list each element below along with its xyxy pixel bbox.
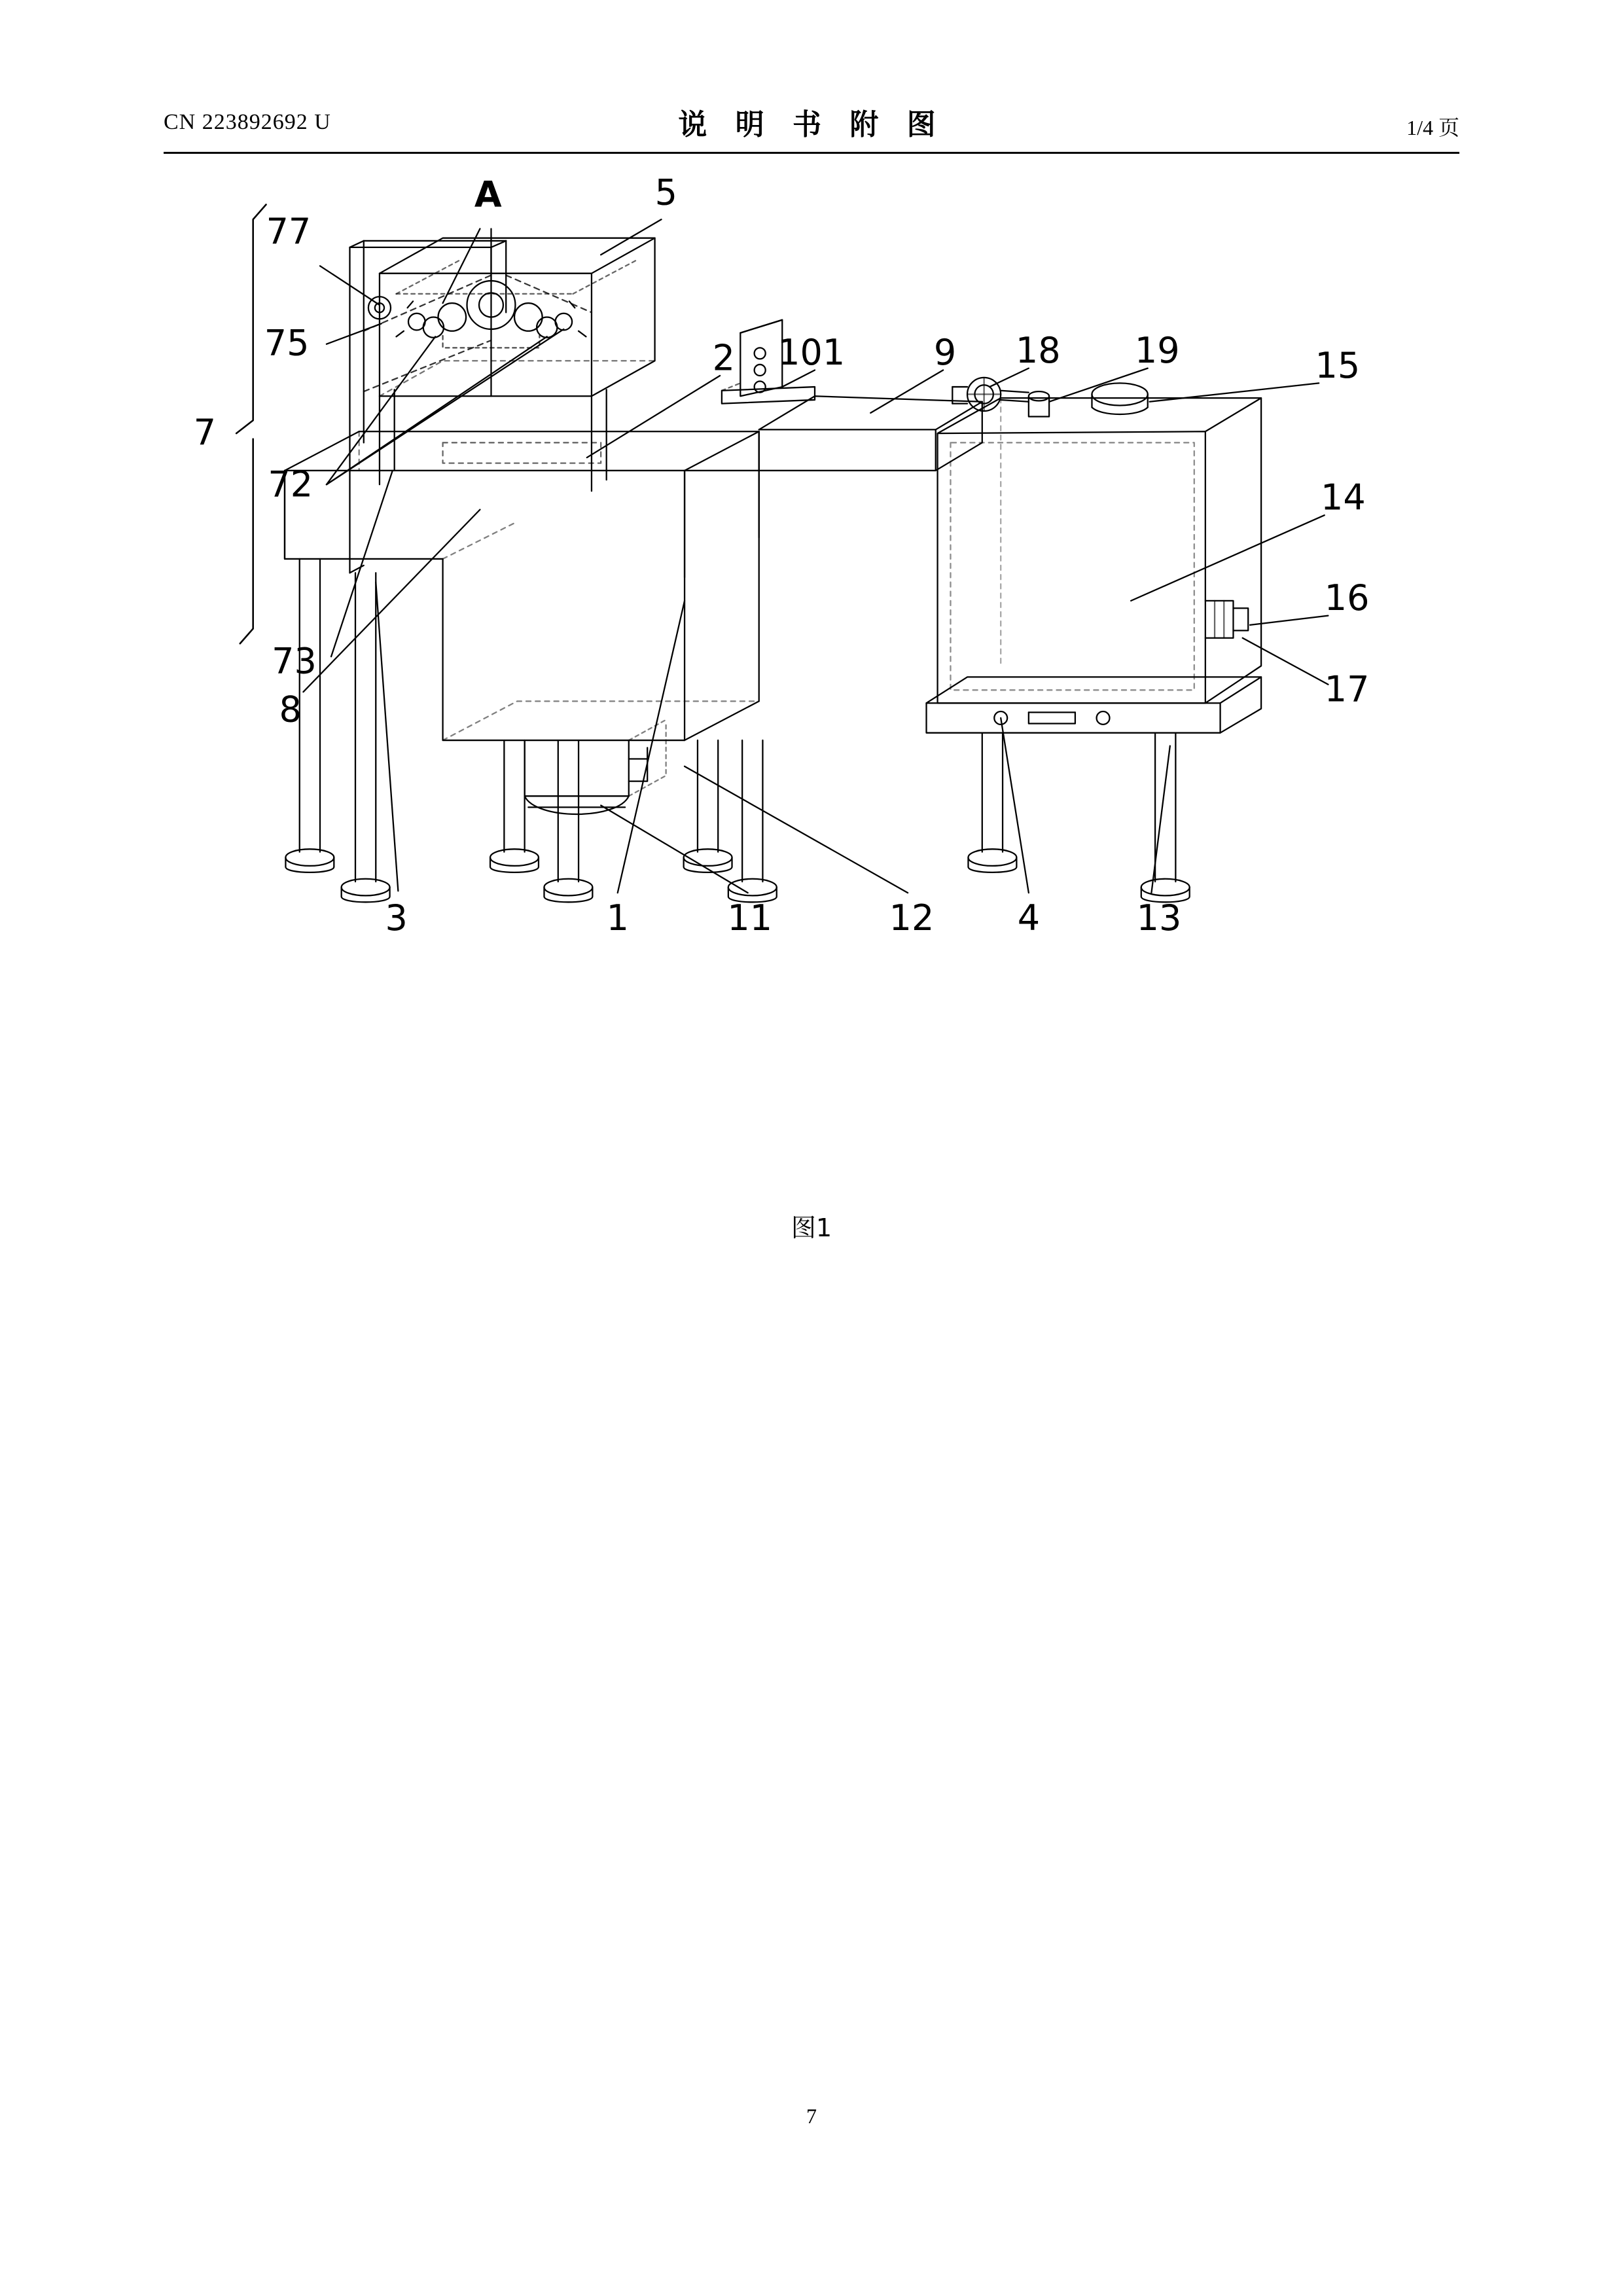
- ref-label-16: 16: [1324, 577, 1370, 619]
- ref-label-18: 18: [1015, 330, 1061, 372]
- ref-label-4: 4: [1017, 897, 1041, 939]
- ref-label-2: 2: [712, 337, 736, 379]
- ref-label-7: 7: [193, 412, 217, 454]
- ref-label-73: 73: [272, 640, 317, 682]
- ref-label-72: 72: [268, 463, 313, 505]
- ref-label-12: 12: [889, 897, 935, 939]
- ref-label-5: 5: [654, 171, 677, 213]
- document-section-title: 说 明 书 附 图: [678, 108, 945, 141]
- ref-label-75: 75: [264, 322, 310, 364]
- page-number: 7: [806, 2104, 817, 2128]
- ref-label-17: 17: [1324, 668, 1370, 710]
- ref-label-8: 8: [279, 689, 302, 730]
- page-header: [164, 98, 1459, 151]
- ref-label-13: 13: [1136, 897, 1182, 939]
- ref-label-101: 101: [777, 331, 846, 373]
- ref-label-19: 19: [1134, 330, 1180, 372]
- figure-1: [164, 164, 1466, 1224]
- figure-1-drawing: [164, 164, 1466, 1224]
- ref-label-A: A: [474, 173, 502, 215]
- header-divider: [164, 152, 1459, 154]
- page-indicator: 1/4 页: [1406, 116, 1459, 139]
- ref-label-9: 9: [933, 331, 957, 373]
- ref-label-3: 3: [385, 897, 408, 939]
- ref-label-14: 14: [1321, 476, 1366, 518]
- ref-label-1: 1: [606, 897, 630, 939]
- publication-number: CN 223892692 U: [164, 110, 331, 134]
- ref-label-11: 11: [727, 897, 773, 939]
- ref-label-77: 77: [266, 211, 312, 253]
- figure-caption: 图1: [791, 1213, 832, 1242]
- ref-label-15: 15: [1315, 344, 1361, 386]
